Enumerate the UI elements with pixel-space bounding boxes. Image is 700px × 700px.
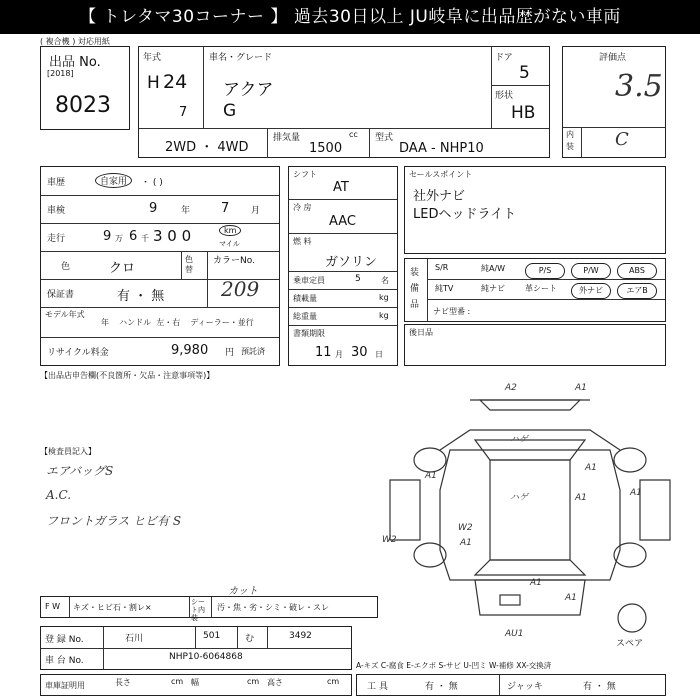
cert-label: 車庫証明用	[45, 681, 85, 690]
diagram-mark: ハゲ	[510, 493, 529, 503]
cm-3: cm	[327, 677, 340, 686]
equipment-label: 装備品	[410, 268, 420, 310]
vehicle-box	[138, 46, 550, 158]
lot-number: 8023	[55, 93, 111, 118]
page-header: 【 トレタマ30コーナー 】 過去30日以上 JU岐阜に出品歴がない車両	[0, 0, 700, 34]
inspection-year: 9	[149, 201, 158, 216]
model-label: 型式	[375, 133, 394, 143]
model: DAA - NHP10	[399, 141, 484, 156]
equipment-item: 純TV	[435, 284, 454, 293]
interior-grade: C	[615, 129, 629, 150]
name-label: 車名・グレード	[209, 53, 273, 63]
capacity-unit: 名	[381, 276, 389, 285]
sales-line2: LEDヘッドライト	[413, 207, 517, 222]
post-label: 後日品	[409, 328, 433, 337]
month-value: 7	[179, 105, 188, 120]
reg-pref: 石川	[125, 634, 144, 644]
doc-month-unit: 月	[335, 350, 343, 359]
color-label: 色	[61, 262, 71, 272]
cert-box	[40, 674, 352, 696]
drive: 2WD ・ 4WD	[165, 140, 249, 155]
history-rest: ・ ( )	[141, 178, 163, 188]
color-value: クロ	[109, 261, 136, 276]
displacement-label: 排気量	[273, 133, 301, 143]
doors: 5	[519, 63, 530, 83]
lot-box	[40, 46, 130, 130]
lot-year-tag: [2018]	[47, 69, 74, 78]
mileage-label: 走行	[47, 234, 66, 244]
chassis-label: 車 台 No.	[45, 656, 84, 666]
dim-height: 高さ	[267, 678, 283, 687]
diagram-mark: W2	[458, 523, 473, 533]
sales-line1: 社外ナビ	[413, 189, 466, 204]
equipment-item: P/S	[525, 263, 565, 279]
gross-label: 総重量	[293, 312, 317, 321]
diagram-mark: A1	[575, 493, 587, 503]
diagram-mark: A1	[460, 538, 472, 548]
capacity-label: 乗車定員	[293, 276, 325, 285]
recycle-value: 9,980	[171, 343, 209, 358]
month-unit: 月	[251, 206, 261, 216]
history-label: 車歴	[47, 178, 66, 188]
inspection-month: 7	[221, 201, 230, 216]
color-no-label: カラーNo.	[213, 256, 255, 266]
recycle-unit: 円	[225, 348, 235, 358]
diagram-mark: ハゲ	[510, 435, 529, 445]
fw-label: F W	[45, 602, 61, 611]
chassis-number: NHP10-6064868	[169, 652, 243, 662]
equipment-item: S/R	[435, 263, 449, 272]
year-label: 年式	[143, 53, 162, 63]
load-unit: kg	[379, 293, 389, 302]
fuel: ガソリン	[325, 255, 378, 270]
diagram-mark: W2	[382, 535, 397, 545]
rating-label: 評価点	[599, 53, 627, 63]
interior-label: 内装	[566, 130, 574, 151]
jack-value: 有 ・ 無	[583, 682, 616, 692]
fuel-label: 燃 料	[293, 237, 312, 246]
seat-label: シート内装	[191, 598, 205, 622]
reg-num1: 501	[203, 631, 221, 641]
registration-box	[40, 626, 352, 670]
interior-handwritten: カット	[228, 586, 258, 597]
sales-label: セールスポイント	[409, 170, 473, 179]
seat-value: 汚・焦・劣・シミ・破レ・スレ	[217, 603, 329, 612]
fw-value: キズ・ヒビ石・割レ×	[73, 603, 152, 612]
doc-month: 11	[315, 345, 332, 360]
model-year-label: モデル年式	[45, 310, 85, 319]
equipment-item: エアB	[617, 283, 657, 299]
spare-label: スペア	[616, 639, 644, 649]
equipment-item: 外ナビ	[571, 283, 611, 299]
lot-label: 出品 No.	[49, 55, 101, 70]
diagram-mark: A1	[630, 488, 642, 498]
tools-box	[356, 674, 666, 696]
history-box: 車歴 自家用 ・ ( ) 車検 9 年 7 月 走行 9 万 6 千 3 0 0 km マイル 色 クロ 色替 カラーNo. 209 保証書 有 ・ 無 モデル年式 年 ハンドル 左・右 ディーラー・並行 リサイクル料金 9,980 円 預託済	[40, 166, 280, 366]
car-grade: G	[223, 101, 237, 121]
recycle-label: リサイクル料金	[47, 348, 109, 358]
ac: AAC	[329, 214, 356, 229]
diagram-mark: A1	[575, 383, 587, 393]
dim-length: 長さ	[115, 678, 131, 687]
shift-label: シフト	[293, 170, 317, 179]
warranty-label: 保証書	[47, 290, 75, 300]
jack-label: ジャッキ	[507, 682, 543, 692]
inspection-label: 車検	[47, 206, 66, 216]
tools-value: 有 ・ 無	[425, 682, 458, 692]
year-value: 24	[163, 71, 188, 93]
warranty-value: 有 ・ 無	[117, 289, 165, 304]
car-damage-diagram	[380, 370, 680, 650]
reg-kana: む	[245, 634, 255, 644]
mile-unit: マイル	[219, 240, 240, 248]
rating-score: 3.5	[615, 69, 663, 104]
doc-day: 30	[351, 345, 368, 360]
km-unit: km	[219, 225, 241, 236]
displacement: 1500	[309, 141, 343, 156]
load-label: 積載量	[293, 294, 317, 303]
equipment-item: 純ナビ	[481, 284, 505, 293]
doc-day-unit: 日	[375, 350, 383, 359]
color-no: 209	[221, 277, 260, 301]
sales-box	[404, 166, 666, 254]
inspector-label: 【検査員記入】	[40, 447, 96, 456]
year-unit: 年	[181, 206, 191, 216]
doc-label: 書類期限	[293, 329, 325, 338]
interior-row	[40, 596, 378, 622]
diagram-mark: A1	[425, 471, 437, 481]
diagram-mark: AU1	[505, 629, 524, 639]
era: H	[147, 73, 160, 93]
equipment-item: ABS	[617, 263, 657, 279]
ac-label: 冷 房	[293, 203, 312, 212]
top-note: ( 複合機 ) 対応用紙	[40, 37, 110, 46]
diagram-mark: A1	[565, 593, 577, 603]
model-year-row: 年 ハンドル 左・右 ディーラー・並行	[101, 318, 254, 327]
history-value: 自家用	[95, 173, 132, 188]
diagram-mark: A1	[530, 578, 542, 588]
mileage-rest: 3 0 0	[153, 227, 192, 245]
inspector-note-2: A.C.	[46, 488, 72, 502]
door-label: ドア	[495, 53, 513, 63]
mileage-sen: 6	[129, 229, 138, 244]
color-change: 色替	[185, 255, 193, 274]
reg-label: 登 録 No.	[45, 635, 84, 645]
diagram-mark: A1	[585, 463, 597, 473]
shape: HB	[511, 103, 536, 123]
tools-label: 工 具	[367, 682, 388, 692]
gross-unit: kg	[379, 311, 389, 320]
specs-box	[288, 166, 398, 366]
recycle-note: 預託済	[241, 347, 265, 356]
cm-1: cm	[171, 677, 184, 686]
capacity: 5	[355, 274, 361, 284]
equipment-item: 革シート	[525, 284, 557, 293]
equipment-item: P/W	[571, 263, 611, 279]
post-box	[404, 324, 666, 366]
dim-width: 幅	[191, 678, 199, 687]
mileage-man: 9	[103, 229, 112, 244]
car-name: アクア	[223, 80, 274, 100]
diagram-mark: A2	[505, 383, 517, 393]
legend: A-キズ C-腐食 E-エクボ S-サビ U-凹ミ W-補修 XX-交換済	[356, 661, 552, 670]
inspector-note-3: フロントガラス ヒビ有 S	[46, 514, 182, 528]
equipment-box	[404, 258, 666, 322]
rating-box	[562, 46, 666, 158]
navi-type-label: ナビ型番 :	[433, 307, 471, 316]
cc-label: cc	[349, 130, 358, 139]
equipment-item: 純A/W	[481, 264, 506, 273]
shift: AT	[333, 180, 349, 195]
seller-notes-label: 【出品店申告欄(不良箇所・欠品・注意事項等)】	[40, 371, 215, 380]
inspector-note-1: エアバッグS	[46, 464, 114, 478]
cm-2: cm	[247, 677, 260, 686]
shape-label: 形状	[495, 91, 514, 101]
reg-num2: 3492	[289, 631, 312, 641]
